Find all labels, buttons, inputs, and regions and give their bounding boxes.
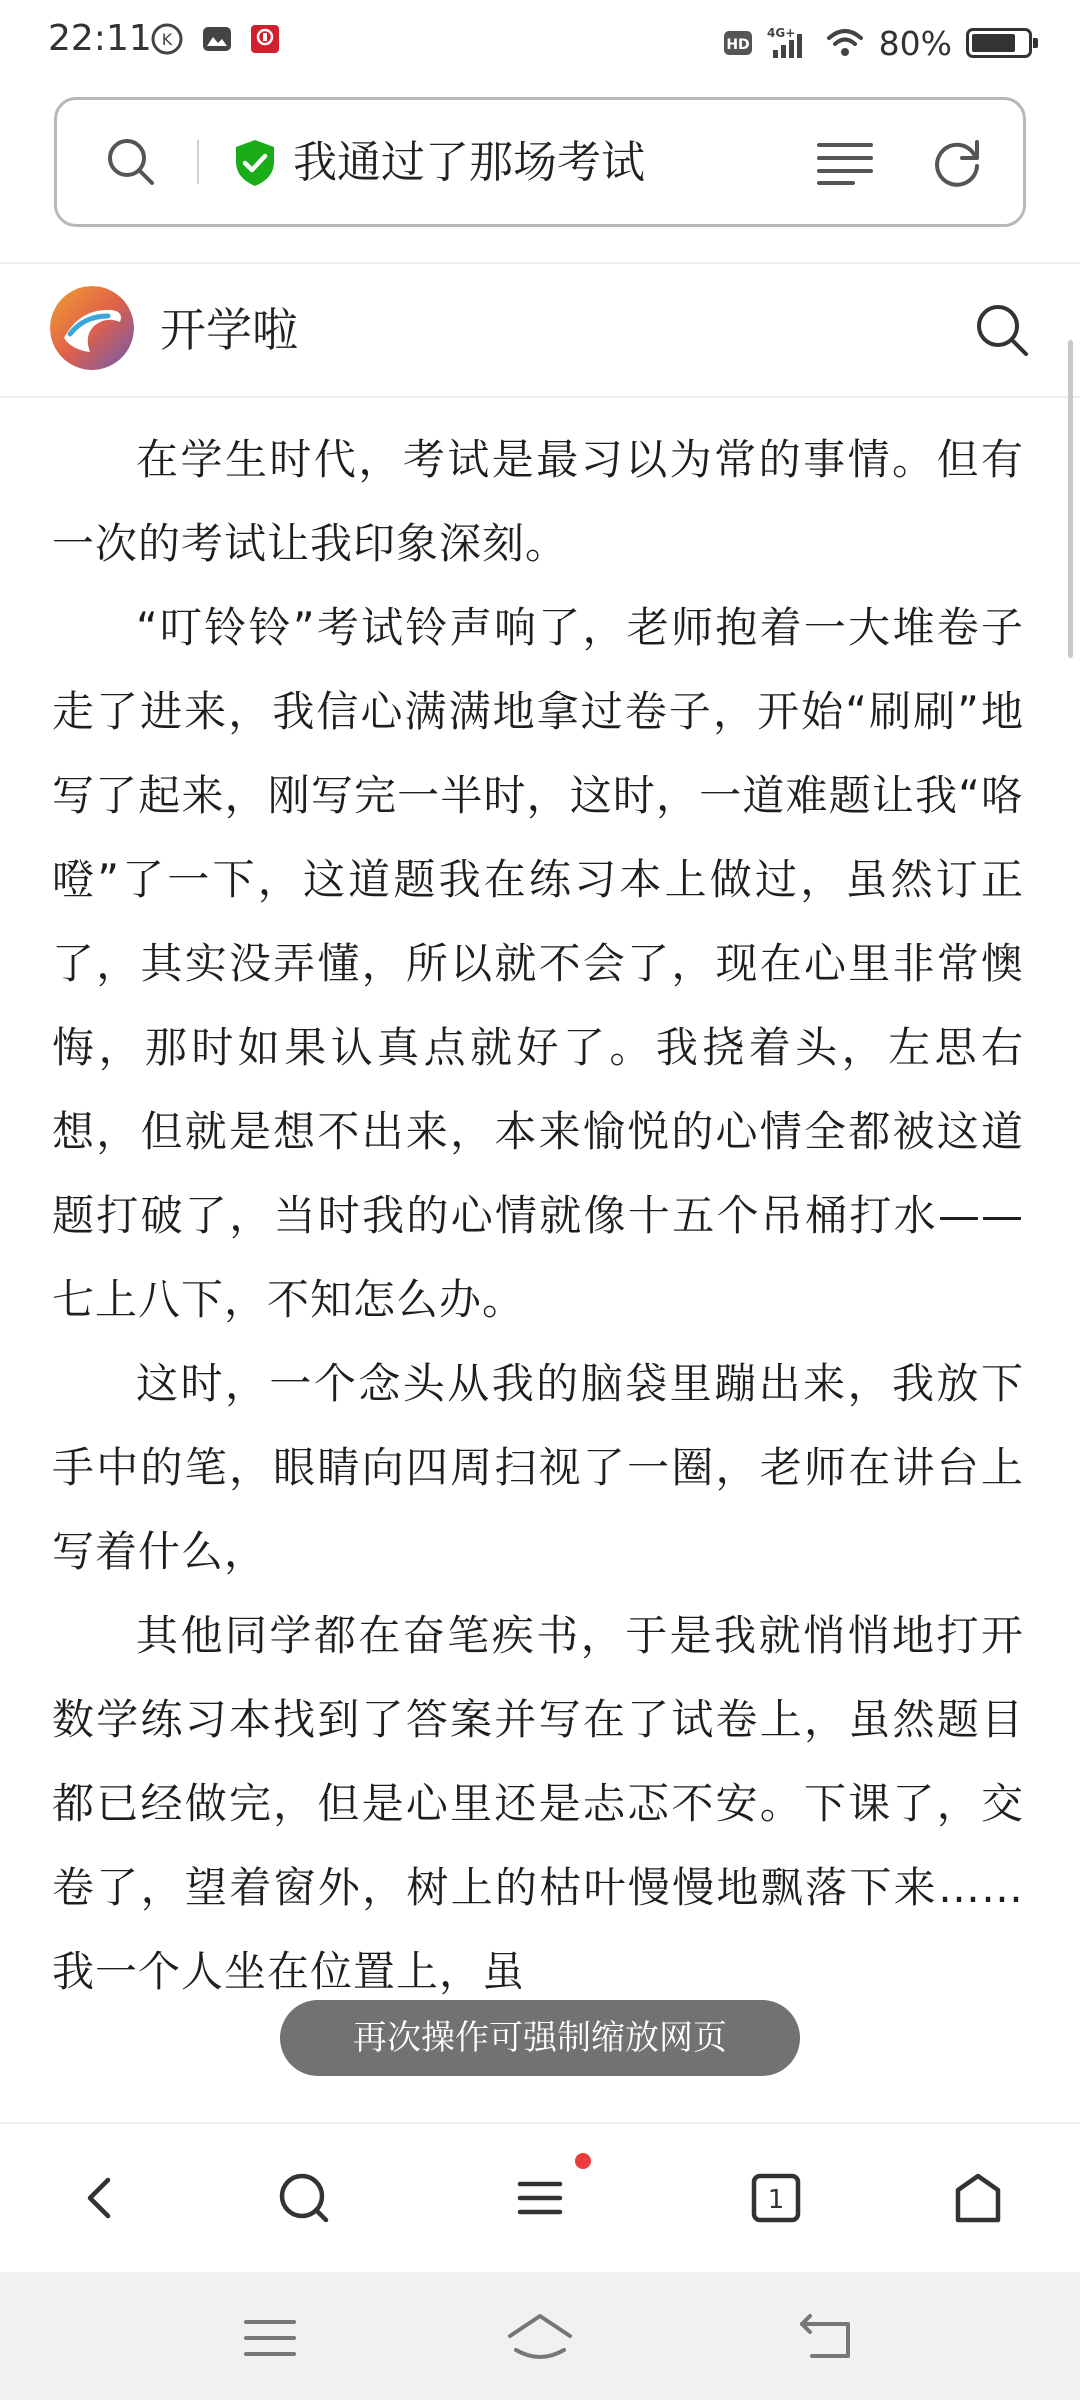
browser-toolbar [0,2122,1080,2274]
status-right-group [723,18,1032,68]
status-time: 22:11 [48,18,152,59]
menu-icon[interactable] [508,2166,572,2230]
svg-text:K: K [161,30,173,49]
list-icon[interactable] [817,140,873,186]
k-app-icon [150,22,184,56]
home-icon[interactable] [946,2166,1010,2230]
article-paragraph: 其他同学都在奋笔疾书，于是我就悄悄地打开数学练习本找到了答案并写在了试卷上，虽然题目都已经做完，但是心里还是忐忑不安。下课了，交卷了，望着窗外，树上的枯叶慢慢地飘落下来……我一个人坐在位置上，虽 [52,1611,1024,1996]
tabs-icon[interactable] [744,2166,808,2230]
article-paragraph: “叮铃铃”考试铃声响了，老师抱着一大堆卷子走了进来，我信心满满地拿过卷子，开始“刷刷”地写了起来，刚写完一半时，这时，一道难题让我“咯噔”了一下，这道题我在练习本上做过，虽然订正了，其实没弄懂，所以就不会了，现在心里非常懊悔，那时如果认真点就好了。我挠着头，左思右想，但就是想不出来，本来愉悦的心情全都被这道题打破了，当时我的心情就像十五个吊桶打水——七上八下，不知怎么办。 [52,603,1024,1324]
shield-check-icon[interactable] [232,138,278,188]
site-logo[interactable] [50,286,134,370]
bank-app-icon [248,22,282,56]
system-nav-bar [0,2272,1080,2400]
search-icon[interactable] [972,300,1032,360]
chevron-left-icon[interactable] [70,2166,134,2230]
search-icon[interactable] [103,134,159,190]
hamburger-icon[interactable] [240,2310,300,2366]
search-icon[interactable] [272,2166,336,2230]
address-divider [197,140,199,184]
home-outline-icon[interactable] [506,2310,574,2366]
zoom-toast: 再次操作可强制缩放网页 [280,2000,800,2076]
svg-text:HD: HD [725,37,750,53]
hd-icon [723,28,753,58]
status-bar [0,0,1080,86]
divider [0,262,1080,264]
signal-4g-icon [767,26,811,60]
battery-fill [972,34,1015,52]
image-app-icon [200,22,234,56]
site-name[interactable]: 开学啦 [160,303,298,357]
notification-dot [575,2153,591,2169]
svg-text:4G+: 4G+ [766,26,795,40]
reload-icon[interactable] [929,134,985,190]
battery-percent: 80% [878,23,952,63]
svg-text:1: 1 [767,2185,785,2215]
wifi-icon [825,26,865,60]
back-arrow-icon[interactable] [796,2310,856,2366]
battery-icon [966,28,1032,58]
address-bar[interactable] [54,97,1026,227]
scrollbar-thumb[interactable] [1068,340,1073,658]
article-body [52,418,1024,2014]
article-paragraph: 在学生时代，考试是最习以为常的事情。但有一次的考试让我印象深刻。 [52,435,1024,568]
article-paragraph: 这时，一个念头从我的脑袋里蹦出来，我放下手中的笔，眼睛向四周扫视了一圈，老师在讲台上写着什么， [52,1359,1024,1576]
address-page-title[interactable]: 我通过了那场考试 [293,137,645,188]
divider [0,396,1080,398]
dolphin-logo-icon [50,286,134,370]
